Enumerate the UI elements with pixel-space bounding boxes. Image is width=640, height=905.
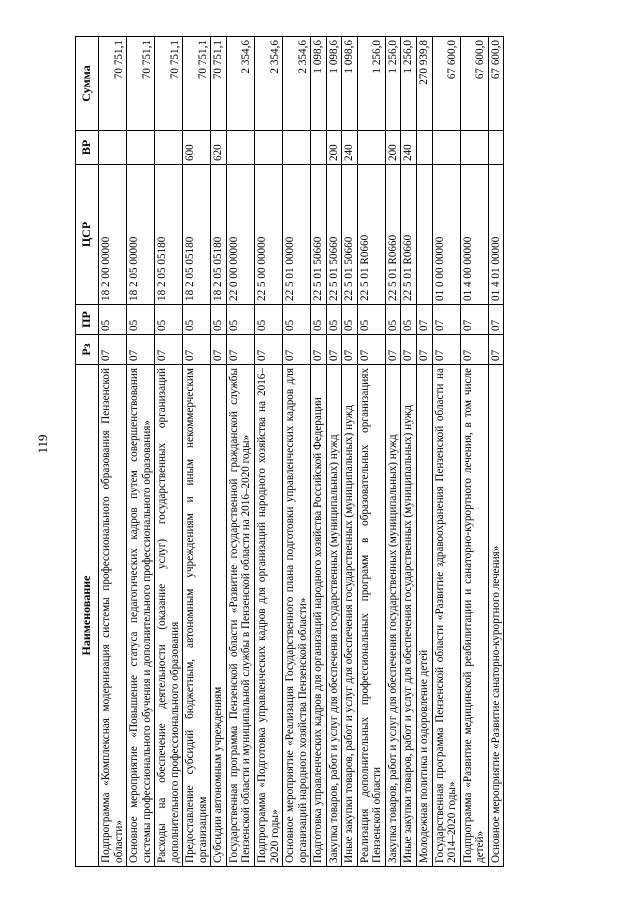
cell-name: Подготовка управленческих кадров для организаций народного хозяйства Российской Федерации — [311, 365, 327, 867]
cell-vr — [226, 131, 254, 165]
cell-csr: 01 0 00 00000 — [432, 165, 460, 305]
cell-csr: 18 2 00 00000 — [99, 165, 127, 305]
cell-pr: 05 — [155, 305, 183, 335]
cell-rz: 07 — [401, 335, 417, 365]
cell-sum: 270 939,8 — [417, 37, 433, 131]
table-row — [226, 37, 254, 867]
cell-csr: 22 5 01 R0660 — [401, 165, 417, 305]
cell-rz: 07 — [385, 335, 401, 365]
cell-sum: 1 098,6 — [342, 37, 358, 131]
header-csr: ЦСР — [76, 165, 99, 305]
cell-pr: 05 — [226, 305, 254, 335]
table-row — [401, 37, 417, 867]
table-header-row — [76, 37, 99, 867]
cell-rz: 07 — [432, 335, 460, 365]
cell-pr: 05 — [127, 305, 155, 335]
cell-csr: 01 4 01 00000 — [488, 165, 504, 305]
table-row — [255, 37, 283, 867]
cell-rz: 07 — [99, 335, 127, 365]
cell-sum: 1 098,6 — [311, 37, 327, 131]
table-row — [460, 37, 488, 867]
cell-vr: 600 — [183, 131, 211, 165]
cell-name: Подпрограмма «Подготовка управленческих кадров для организаций народного хозяйства на 2016–2020 годы» — [255, 365, 283, 867]
table-row — [488, 37, 504, 867]
cell-name: Иные закупки товаров, работ и услуг для обеспечения государственных (муниципальных) нужд — [401, 365, 417, 867]
table-row — [183, 37, 211, 867]
cell-vr: 240 — [342, 131, 358, 165]
header-pr: ПР — [76, 305, 99, 335]
cell-vr — [311, 131, 327, 165]
cell-csr: 22 5 01 50660 — [311, 165, 327, 305]
cell-csr: 18 2 05 05180 — [155, 165, 183, 305]
cell-sum: 1 256,0 — [357, 37, 385, 131]
cell-sum: 1 256,0 — [385, 37, 401, 131]
cell-rz: 07 — [211, 335, 227, 365]
cell-sum: 70 751,1 — [211, 37, 227, 131]
cell-csr — [417, 165, 433, 305]
cell-rz: 07 — [417, 335, 433, 365]
cell-sum: 67 600,0 — [488, 37, 504, 131]
cell-sum: 70 751,1 — [155, 37, 183, 131]
cell-vr — [127, 131, 155, 165]
cell-name: Молодежная политика и оздоровление детей — [417, 365, 433, 867]
cell-csr: 18 2 05 05180 — [183, 165, 211, 305]
table-row — [283, 37, 311, 867]
cell-csr: 18 2 05 05180 — [211, 165, 227, 305]
cell-rz: 07 — [311, 335, 327, 365]
table-row — [326, 37, 342, 867]
cell-csr: 22 5 01 R0660 — [385, 165, 401, 305]
cell-csr: 18 2 05 00000 — [127, 165, 155, 305]
cell-name: Основное мероприятие «Повышение статуса педагогических кадров путем совершенствования системы профессионального обучения и дополнительного профессионального образования» — [127, 365, 155, 867]
cell-pr: 07 — [460, 305, 488, 335]
cell-sum: 67 600,0 — [432, 37, 460, 131]
table-row — [385, 37, 401, 867]
cell-pr: 05 — [385, 305, 401, 335]
cell-rz: 07 — [226, 335, 254, 365]
cell-vr — [255, 131, 283, 165]
cell-name: Субсидии автономным учреждениям — [211, 365, 227, 867]
header-sum: Сумма — [76, 37, 99, 131]
cell-csr: 22 5 01 R0660 — [357, 165, 385, 305]
header-name: Наименование — [76, 365, 99, 867]
table-row — [99, 37, 127, 867]
cell-sum: 1 098,6 — [326, 37, 342, 131]
cell-rz: 07 — [283, 335, 311, 365]
cell-vr: 240 — [401, 131, 417, 165]
cell-rz: 07 — [357, 335, 385, 365]
cell-sum: 70 751,1 — [183, 37, 211, 131]
cell-rz: 07 — [488, 335, 504, 365]
cell-pr: 07 — [432, 305, 460, 335]
table-row — [357, 37, 385, 867]
cell-name: Основное мероприятие «Развитие санаторно-курортного лечения» — [488, 365, 504, 867]
cell-vr: 200 — [385, 131, 401, 165]
table-row — [211, 37, 227, 867]
cell-vr — [460, 131, 488, 165]
cell-csr: 22 5 01 50660 — [342, 165, 358, 305]
cell-sum: 2 354,6 — [226, 37, 254, 131]
rotated-page-content — [75, 37, 640, 867]
cell-pr: 05 — [401, 305, 417, 335]
cell-vr — [432, 131, 460, 165]
cell-name: Реализация дополнительных профессиональных программ в образовательных организациях Пензенской области — [357, 365, 385, 867]
cell-sum: 70 751,1 — [99, 37, 127, 131]
cell-pr: 05 — [255, 305, 283, 335]
cell-sum: 2 354,6 — [283, 37, 311, 131]
cell-pr: 05 — [357, 305, 385, 335]
cell-vr — [155, 131, 183, 165]
cell-pr: 05 — [326, 305, 342, 335]
cell-pr: 05 — [311, 305, 327, 335]
cell-vr — [283, 131, 311, 165]
cell-name: Закупка товаров, работ и услуг для обеспечения государственных (муниципальных) нужд — [326, 365, 342, 867]
cell-vr: 200 — [326, 131, 342, 165]
header-rz: Рз — [76, 335, 99, 365]
cell-rz: 07 — [342, 335, 358, 365]
cell-rz: 07 — [155, 335, 183, 365]
table-row — [155, 37, 183, 867]
cell-pr: 05 — [211, 305, 227, 335]
cell-name: Иные закупки товаров, работ и услуг для обеспечения государственных (муниципальных) нужд — [342, 365, 358, 867]
cell-pr: 05 — [342, 305, 358, 335]
cell-sum: 67 600,0 — [460, 37, 488, 131]
cell-csr: 22 5 00 00000 — [255, 165, 283, 305]
cell-pr: 07 — [417, 305, 433, 335]
cell-name: Государственная программа Пензенской области «Развитие здравоохранения Пензенской области на 2014–2020 годы» — [432, 365, 460, 867]
table-row — [127, 37, 155, 867]
table-row — [417, 37, 433, 867]
cell-rz: 07 — [255, 335, 283, 365]
cell-name: Расходы на обеспечение деятельности (оказание услуг) государственных организаций дополнительного профессионального образования — [155, 365, 183, 867]
table-row — [311, 37, 327, 867]
cell-vr — [357, 131, 385, 165]
cell-csr: 22 0 00 00000 — [226, 165, 254, 305]
page-number: 119 — [35, 434, 50, 454]
cell-sum: 2 354,6 — [255, 37, 283, 131]
table-row — [342, 37, 358, 867]
cell-csr: 22 5 01 00000 — [283, 165, 311, 305]
cell-rz: 07 — [183, 335, 211, 365]
cell-pr: 05 — [283, 305, 311, 335]
cell-vr: 620 — [211, 131, 227, 165]
cell-pr: 05 — [99, 305, 127, 335]
cell-rz: 07 — [326, 335, 342, 365]
cell-name: Подпрограмма «Развитие медицинской реабилитации и санаторно-курортного лечения, в том числе детей» — [460, 365, 488, 867]
cell-sum: 1 256,0 — [401, 37, 417, 131]
cell-sum: 70 751,1 — [127, 37, 155, 131]
cell-rz: 07 — [460, 335, 488, 365]
table-row — [432, 37, 460, 867]
cell-csr: 22 5 01 50660 — [326, 165, 342, 305]
cell-vr — [99, 131, 127, 165]
cell-rz: 07 — [127, 335, 155, 365]
budget-table — [75, 36, 504, 867]
cell-vr — [488, 131, 504, 165]
cell-name: Предоставление субсидий бюджетным, автономным учреждениям и иным некоммерческим организациям — [183, 365, 211, 867]
cell-csr: 01 4 00 00000 — [460, 165, 488, 305]
cell-name: Государственная программа Пензенской области «Развитие государственной гражданской службы Пензенской области и муниципальной службы в Пензенской области на 2016–2020 годы» — [226, 365, 254, 867]
header-vr: ВР — [76, 131, 99, 165]
cell-name: Основное мероприятие «Реализация Государственного плана подготовки управленческих кадров для организаций народного хозяйства Пензенской области» — [283, 365, 311, 867]
cell-pr: 07 — [488, 305, 504, 335]
cell-vr — [417, 131, 433, 165]
cell-name: Подпрограмма «Комплексная модернизация системы профессионального образования Пензенской области» — [99, 365, 127, 867]
cell-name: Закупка товаров, работ и услуг для обеспечения государственных (муниципальных) нужд — [385, 365, 401, 867]
cell-pr: 05 — [183, 305, 211, 335]
